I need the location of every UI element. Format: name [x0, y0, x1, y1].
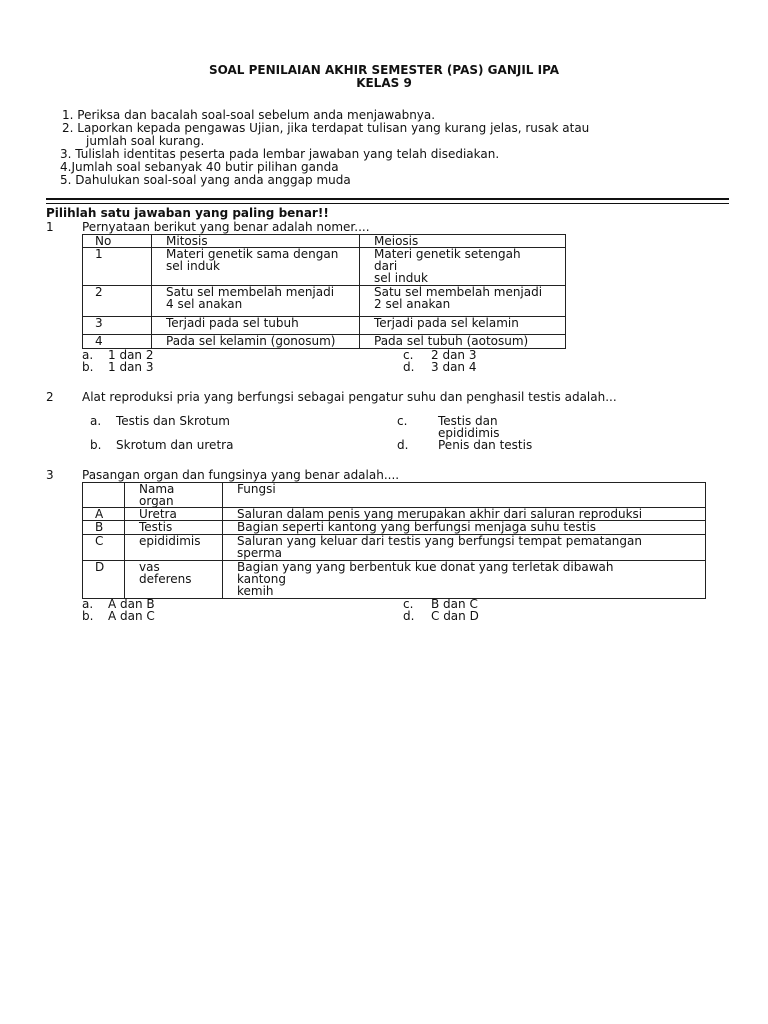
table-row	[83, 521, 706, 535]
section-heading: Pilihlah satu jawaban yang paling benar!!	[46, 206, 329, 220]
q3-option-a: A dan B	[108, 597, 155, 611]
q2-option-a-letter: a.	[90, 414, 102, 428]
q1-option-d: 3 dan 4	[431, 360, 477, 374]
q3-cell: vas deferens	[125, 561, 223, 599]
q3-option-c: B dan C	[431, 597, 478, 611]
q3-cell: Bagian seperti kantong yang berfungsi menjaga suhu testis	[223, 521, 706, 535]
q3-cell: Bagian yang yang berbentuk kue donat yang terletak dibawah kantong kemih	[223, 561, 706, 599]
document-subtitle: KELAS 9	[356, 76, 412, 90]
q3-cell: C	[83, 535, 125, 561]
separator-thick	[46, 198, 729, 200]
q3-cell: epididimis	[125, 535, 223, 561]
q2-option-a: Testis dan Skrotum	[116, 414, 230, 428]
q1-cell: 2	[83, 286, 152, 317]
q1-table-header	[83, 235, 566, 248]
q3-option-d-letter: d.	[403, 609, 415, 623]
q2-option-b-letter: b.	[90, 438, 102, 452]
q3-option-d: C dan D	[431, 609, 479, 623]
q1-option-a-letter: a.	[82, 348, 94, 362]
q3-header-fungsi: Fungsi	[223, 483, 706, 508]
q1-cell: Pada sel tubuh (aotosum)	[360, 335, 566, 349]
q2-text: Alat reproduksi pria yang berfungsi sebagai pengatur suhu dan penghasil testis adalah...	[82, 390, 617, 404]
q2-option-c-letter: c.	[397, 414, 408, 428]
table-row	[83, 335, 566, 349]
q2-option-d: Penis dan testis	[438, 438, 533, 452]
q3-header-blank	[83, 483, 125, 508]
q3-number: 3	[46, 468, 54, 482]
q3-cell: Saluran yang keluar dari testis yang berfungsi tempat pematangan sperma	[223, 535, 706, 561]
q3-text: Pasangan organ dan fungsinya yang benar adalah....	[82, 468, 400, 482]
q1-header-meiosis: Meiosis	[360, 235, 566, 248]
q1-cell: Terjadi pada sel tubuh	[152, 317, 360, 335]
table-row	[83, 508, 706, 521]
q1-option-b: 1 dan 3	[108, 360, 154, 374]
q2-option-d-letter: d.	[397, 438, 409, 452]
table-row	[83, 248, 566, 286]
q1-cell: 1	[83, 248, 152, 286]
q1-cell: Pada sel kelamin (gonosum)	[152, 335, 360, 349]
instruction-5: 5. Dahulukan soal-soal yang anda anggap muda	[60, 173, 351, 187]
q3-option-c-letter: c.	[403, 597, 414, 611]
q2-option-b: Skrotum dan uretra	[116, 438, 234, 452]
q1-header-no: No	[83, 235, 152, 248]
q1-table	[82, 234, 566, 349]
q3-option-a-letter: a.	[82, 597, 94, 611]
q1-text: Pernyataan berikut yang benar adalah nomer....	[82, 220, 370, 234]
instruction-4: 4.Jumlah soal sebanyak 40 butir pilihan ganda	[60, 160, 339, 174]
q3-cell: D	[83, 561, 125, 599]
q1-option-d-letter: d.	[403, 360, 415, 374]
q3-table-header	[83, 483, 706, 508]
q1-option-c: 2 dan 3	[431, 348, 477, 362]
q1-option-c-letter: c.	[403, 348, 414, 362]
q3-cell: B	[83, 521, 125, 535]
q3-table	[82, 482, 706, 599]
q1-option-b-letter: b.	[82, 360, 94, 374]
table-row	[83, 535, 706, 561]
q3-cell: Saluran dalam penis yang merupakan akhir dari saluran reproduksi	[223, 508, 706, 521]
table-row	[83, 286, 566, 317]
q3-option-b-letter: b.	[82, 609, 94, 623]
document-title: SOAL PENILAIAN AKHIR SEMESTER (PAS) GANJIL IPA	[208, 63, 560, 77]
instruction-3: 3. Tulislah identitas peserta pada lembar jawaban yang telah disediakan.	[60, 147, 500, 161]
q1-number: 1	[46, 220, 54, 234]
q1-option-a: 1 dan 2	[108, 348, 154, 362]
q1-cell: Materi genetik sama dengan sel induk	[152, 248, 360, 286]
q1-cell: Satu sel membelah menjadi 2 sel anakan	[360, 286, 566, 317]
q1-cell: Materi genetik setengah dari sel induk	[360, 248, 566, 286]
q1-header-mitosis: Mitosis	[152, 235, 360, 248]
instruction-2-cont: jumlah soal kurang.	[86, 134, 205, 148]
q1-cell: 3	[83, 317, 152, 335]
q3-option-b: A dan C	[108, 609, 155, 623]
q2-number: 2	[46, 390, 54, 404]
separator-thin	[46, 203, 729, 204]
q3-cell: Uretra	[125, 508, 223, 521]
q3-cell: Testis	[125, 521, 223, 535]
q3-header-organ: Nama organ	[125, 483, 223, 508]
instruction-1: 1. Periksa dan bacalah soal-soal sebelum anda menjawabnya.	[62, 108, 436, 122]
instruction-2: 2. Laporkan kepada pengawas Ujian, jika terdapat tulisan yang kurang jelas, rusak atau	[62, 121, 590, 135]
q2-option-c: Testis dan epididimis	[438, 414, 500, 440]
q3-cell: A	[83, 508, 125, 521]
table-row	[83, 317, 566, 335]
table-row	[83, 561, 706, 599]
q1-cell: Satu sel membelah menjadi 4 sel anakan	[152, 286, 360, 317]
q1-cell: 4	[83, 335, 152, 349]
q1-cell: Terjadi pada sel kelamin	[360, 317, 566, 335]
